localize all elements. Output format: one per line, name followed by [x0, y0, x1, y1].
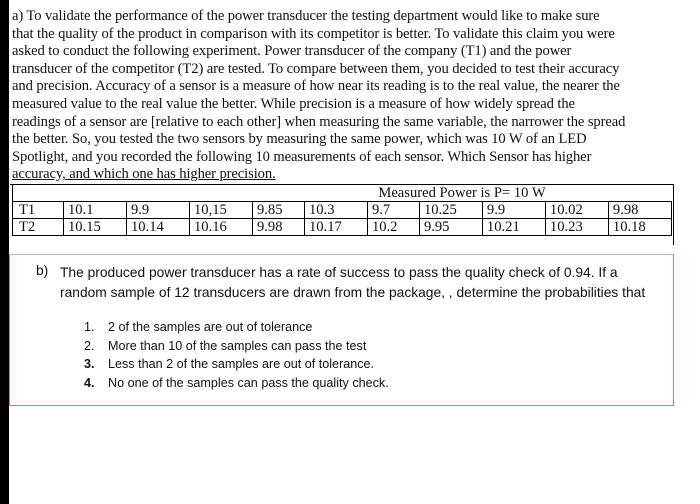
question-a-text	[12, 8, 674, 184]
table-cell: 9.98	[608, 202, 671, 219]
list-item-text: 2 of the samples are out of tolerance	[108, 320, 313, 334]
table-header: Measured Power is P= 10 W	[252, 185, 671, 202]
list-item	[84, 374, 389, 393]
table-cell: 10.3	[304, 202, 367, 219]
list-item-text: Less than 2 of the samples are out of tolerance.	[108, 357, 375, 372]
sensor-label: T2	[13, 219, 64, 236]
question-b-label: b)	[36, 263, 49, 278]
list-item	[84, 337, 389, 356]
list-number: 3.	[84, 357, 95, 372]
table-cell: 10.16	[189, 219, 252, 236]
table-cell: 9.98	[252, 219, 304, 236]
text-line: that the quality of the product in comparison with its competitor is better. To validate this claim you were	[12, 25, 615, 42]
table-cell: 9.85	[252, 202, 304, 219]
table-cell: 10.14	[126, 219, 189, 236]
question-b-text: The produced power transducer has a rate of success to pass the quality check of 0.94. If a random sample of 12 transducers are drawn from the package, , determine the probabilities that	[60, 265, 646, 300]
table-cell: 10.23	[545, 219, 608, 236]
header-spacer	[13, 185, 253, 202]
text-line: Spotlight, and you recorded the following 10 measurements of each sensor. Which Sensor has higher	[12, 148, 592, 165]
table-row-t1	[13, 202, 672, 219]
list-item-text: More than 10 of the samples can pass the test	[108, 338, 367, 353]
table-cell: 10.25	[419, 202, 482, 219]
table-cell: 9.9	[482, 202, 545, 219]
table-row-t2	[13, 219, 672, 236]
text-line: readings of a sensor are [relative to each other] when measuring the same variable, the narrower the spread	[12, 113, 626, 130]
table-cell: 9.9	[126, 202, 189, 219]
table-cell: 10.21	[482, 219, 545, 236]
table-cell: 10.15	[64, 219, 127, 236]
sensor-label: T1	[13, 202, 64, 219]
left-border	[0, 0, 9, 504]
question-b-box	[9, 254, 674, 406]
text-line: asked to conduct the following experiment. Power transducer of the company (T1) and the power	[12, 43, 572, 60]
table-cell: 10.2	[367, 219, 419, 236]
list-number: 1.	[84, 320, 95, 334]
text-line: and precision. Accuracy of a sensor is a measure of how near its reading is to the real value, the nearer the	[12, 78, 620, 95]
list-number: 2.	[84, 338, 95, 353]
question-b-list	[84, 318, 389, 392]
table-cell: 10.02	[545, 202, 608, 219]
table-header-row	[13, 185, 672, 202]
text-line: accuracy, and which one has higher precision.	[12, 166, 276, 183]
table-cell: 9.7	[367, 202, 419, 219]
table-cell: 9.95	[419, 219, 482, 236]
list-item	[84, 355, 389, 374]
text-line: a) To validate the performance of the power transducer the testing department would like to make sure	[12, 8, 600, 24]
text-line: the better. So, you tested the two sensors by measuring the same power, which was 10 W of an LED	[12, 131, 587, 148]
list-item-text: No one of the samples can pass the quality check.	[108, 375, 389, 390]
table-cell: 10.18	[608, 219, 671, 236]
table-cell: 10.1	[64, 202, 127, 219]
table-cell: 10,15	[189, 202, 252, 219]
text-line: measured value to the real value the better. While precision is a measure of how widely spread the	[12, 95, 575, 112]
text-line: transducer of the competitor (T2) are tested. To compare between them, you decided to test their accuracy	[12, 60, 620, 77]
list-number: 4.	[84, 375, 95, 390]
measurement-table	[12, 185, 672, 236]
list-item	[84, 318, 389, 337]
table-cell: 10.17	[304, 219, 367, 236]
